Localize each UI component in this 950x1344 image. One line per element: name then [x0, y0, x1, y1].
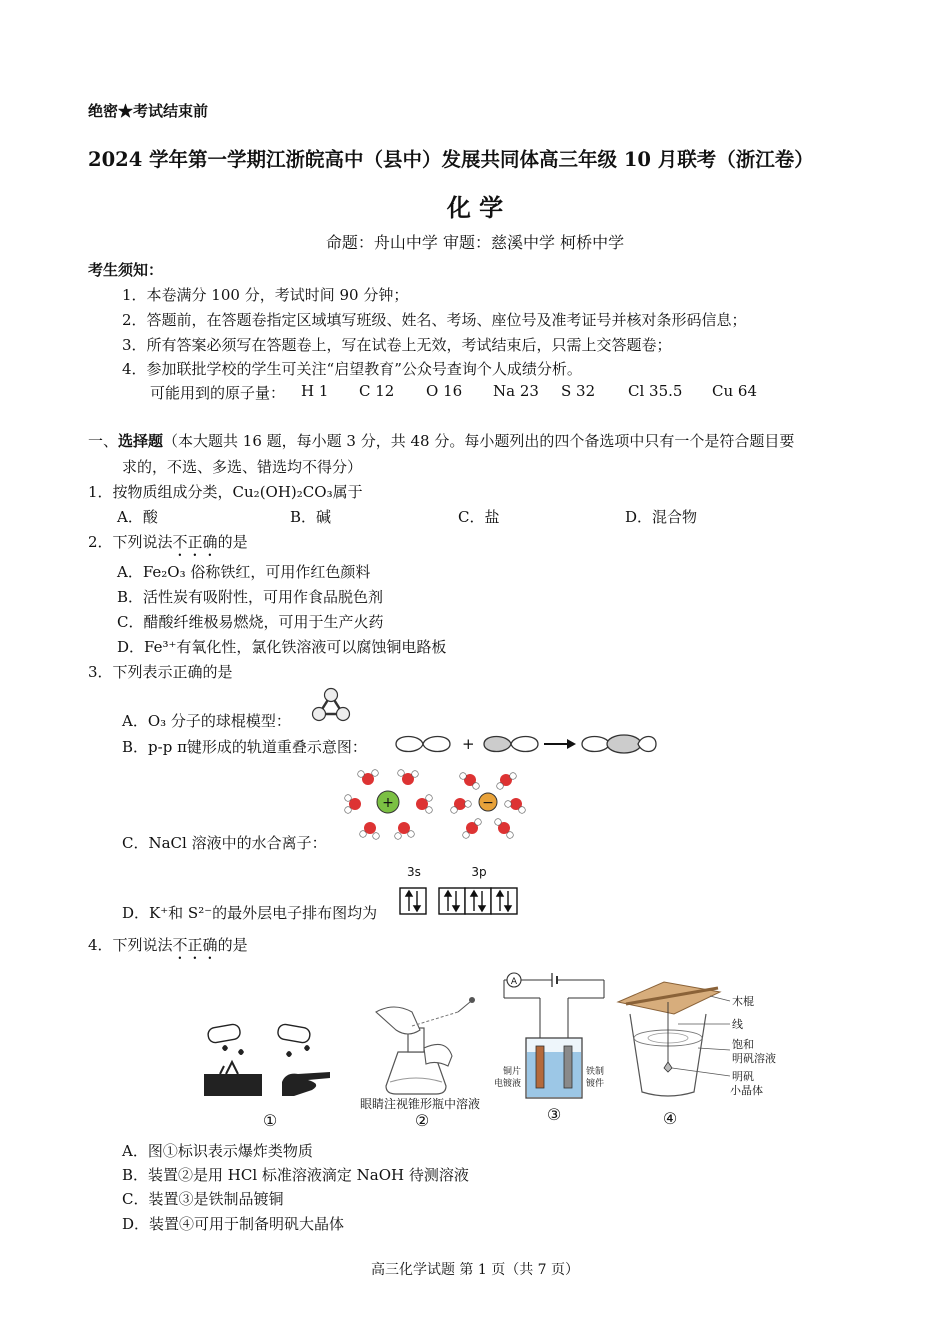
- ammeter-label: A: [510, 977, 518, 987]
- small-crystal-label: 小晶体: [730, 1084, 763, 1097]
- question-3-stem: 3．下列表示正确的是: [88, 663, 233, 681]
- atomic-mass: C 12: [359, 382, 395, 400]
- alum-solution-label: 明矾溶液: [732, 1052, 776, 1065]
- arrow-icon: [567, 739, 576, 749]
- figure-3-label: ③: [546, 1105, 562, 1124]
- question-2-stem: 2．下列说法不正确的是: [88, 533, 248, 551]
- iron-part-label-2: 镀件: [586, 1079, 605, 1089]
- stick-label: 木棍: [732, 995, 754, 1008]
- thread-label: 线: [732, 1018, 743, 1031]
- svg-text:+: +: [382, 795, 394, 811]
- atomic-mass: Na 23: [493, 382, 539, 400]
- question-4-stem: 4．下列说法不正确的是: [88, 936, 248, 954]
- notice-heading: 考生须知：: [88, 261, 164, 279]
- copper-plate-label: 铜片: [502, 1067, 521, 1077]
- saturated-label: 饱和: [732, 1038, 754, 1051]
- section-header: 一、选择题（本大题共 16 题，每小题 3 分，共 48 分。每小题列出的四个备选项中只有一个是符合题目要: [88, 432, 795, 450]
- q1-option-a: A．酸: [117, 508, 158, 526]
- atomic-mass: Cl 35.5: [628, 382, 683, 400]
- orbital-box-diagram: [395, 864, 525, 918]
- exam-title: 2024 学年第一学期江浙皖高中（县中）发展共同体高三年级 10 月联考（浙江卷）: [88, 148, 814, 171]
- svg-text:−: −: [482, 795, 494, 811]
- plating-solution-label: 电镀液: [493, 1079, 521, 1089]
- section-desc: 求的，不选、多选、错选均不得分）: [122, 458, 363, 476]
- hydrated-ions-diagram: [342, 766, 532, 846]
- atomic-mass: O 16: [426, 382, 463, 400]
- secret-mark: 绝密★考试结束前: [88, 102, 209, 120]
- q1-option-d: D．混合物: [625, 508, 698, 526]
- q1-option-b: B．碱: [290, 508, 332, 526]
- q4-apparatus-figures: [190, 968, 780, 1132]
- orbital-3s-label: 3s: [407, 865, 421, 879]
- electroplating-figure: [494, 973, 604, 1124]
- figure-1-label: ①: [262, 1111, 278, 1130]
- page-footer: 高三化学试题 第 1 页（共 7 页）: [370, 1262, 580, 1278]
- atomic-mass: H 1: [301, 382, 329, 400]
- notice-item: 4．参加联批学校的学生可关注“启望教育”公众号查询个人成绩分析。: [122, 360, 582, 378]
- figure-2-label: ②: [414, 1111, 430, 1130]
- notice-item: 3．所有答案必须写在答题卷上，写在试卷上无效，考试结束后，只需上交答题卷；: [122, 336, 672, 354]
- q1-option-c: C．盐: [458, 508, 500, 526]
- q4-option-b: B．装置②是用 HCl 标准溶液滴定 NaOH 待测溶液: [122, 1166, 469, 1184]
- q2-option-c: C．醋酸纤维极易燃烧，可用于生产火药: [117, 613, 384, 631]
- atomic-mass: S 32: [561, 382, 596, 400]
- q4-option-d: D．装置④可用于制备明矾大晶体: [122, 1215, 345, 1233]
- hydrated-anion: [451, 773, 526, 839]
- q4-option-a: A．图①标识表示爆炸类物质: [122, 1142, 313, 1160]
- q1-formula: Cu₂(OH)₂CO₃: [232, 483, 333, 501]
- corrosive-hazard-figure: [204, 1023, 330, 1130]
- notice-item: 1．本卷满分 100 分，考试时间 90 分钟；: [122, 286, 409, 304]
- question-1-stem: 1．按物质组成分类，Cu₂(OH)₂CO₃属于: [88, 483, 363, 501]
- q3-option-d: D．K⁺和 S²⁻的最外层电子排布图均为: [122, 904, 378, 922]
- titration-figure: [360, 997, 480, 1130]
- q4-emphasis: 不正确: [172, 936, 218, 954]
- section-name: 选择题: [118, 432, 164, 450]
- q3-option-c: C．NaCl 溶液中的水合离子：: [122, 834, 327, 852]
- q4-option-c: C．装置③是铁制品镀铜: [122, 1190, 284, 1208]
- plus-sign: +: [462, 735, 475, 753]
- atomic-mass-label: 可能用到的原子量：: [150, 384, 286, 402]
- iron-part-label-1: 铁制: [586, 1067, 605, 1077]
- figure-2-caption: 眼睛注视锥形瓶中溶液: [359, 1097, 481, 1111]
- q2-option-b: B．活性炭有吸附性，可用作食品脱色剂: [117, 588, 384, 606]
- q2-option-d: D．Fe³⁺有氧化性，氯化铁溶液可以腐蚀铜电路板: [117, 638, 447, 656]
- subject-title: 化 学: [446, 193, 504, 222]
- q2-option-a: A．Fe₂O₃ 俗称铁红，可用作红色颜料: [117, 563, 371, 581]
- q3-option-a: A．O₃ 分子的球棍模型：: [122, 712, 291, 730]
- hydrated-cation: [345, 770, 433, 840]
- atomic-mass: Cu 64: [712, 382, 757, 400]
- figure-4-label: ④: [662, 1109, 678, 1128]
- q2-emphasis: 不正确: [172, 533, 218, 551]
- authors-line: 命题：舟山中学 审题：慈溪中学 柯桥中学: [325, 233, 625, 252]
- notice-item: 2．答题前，在答题卷指定区域填写班级、姓名、考场、座位号及准考证号并核对条形码信息；: [122, 311, 747, 329]
- alum-label: 明矾: [732, 1070, 754, 1083]
- alum-crystal-figure: [618, 982, 776, 1128]
- orbital-3p-label: 3p: [471, 865, 487, 879]
- q3-option-b: B．p-p π键形成的轨道重叠示意图：: [122, 738, 367, 756]
- p-p-pi-orbital-diagram: [394, 731, 660, 757]
- o3-ball-stick-model: [308, 686, 354, 722]
